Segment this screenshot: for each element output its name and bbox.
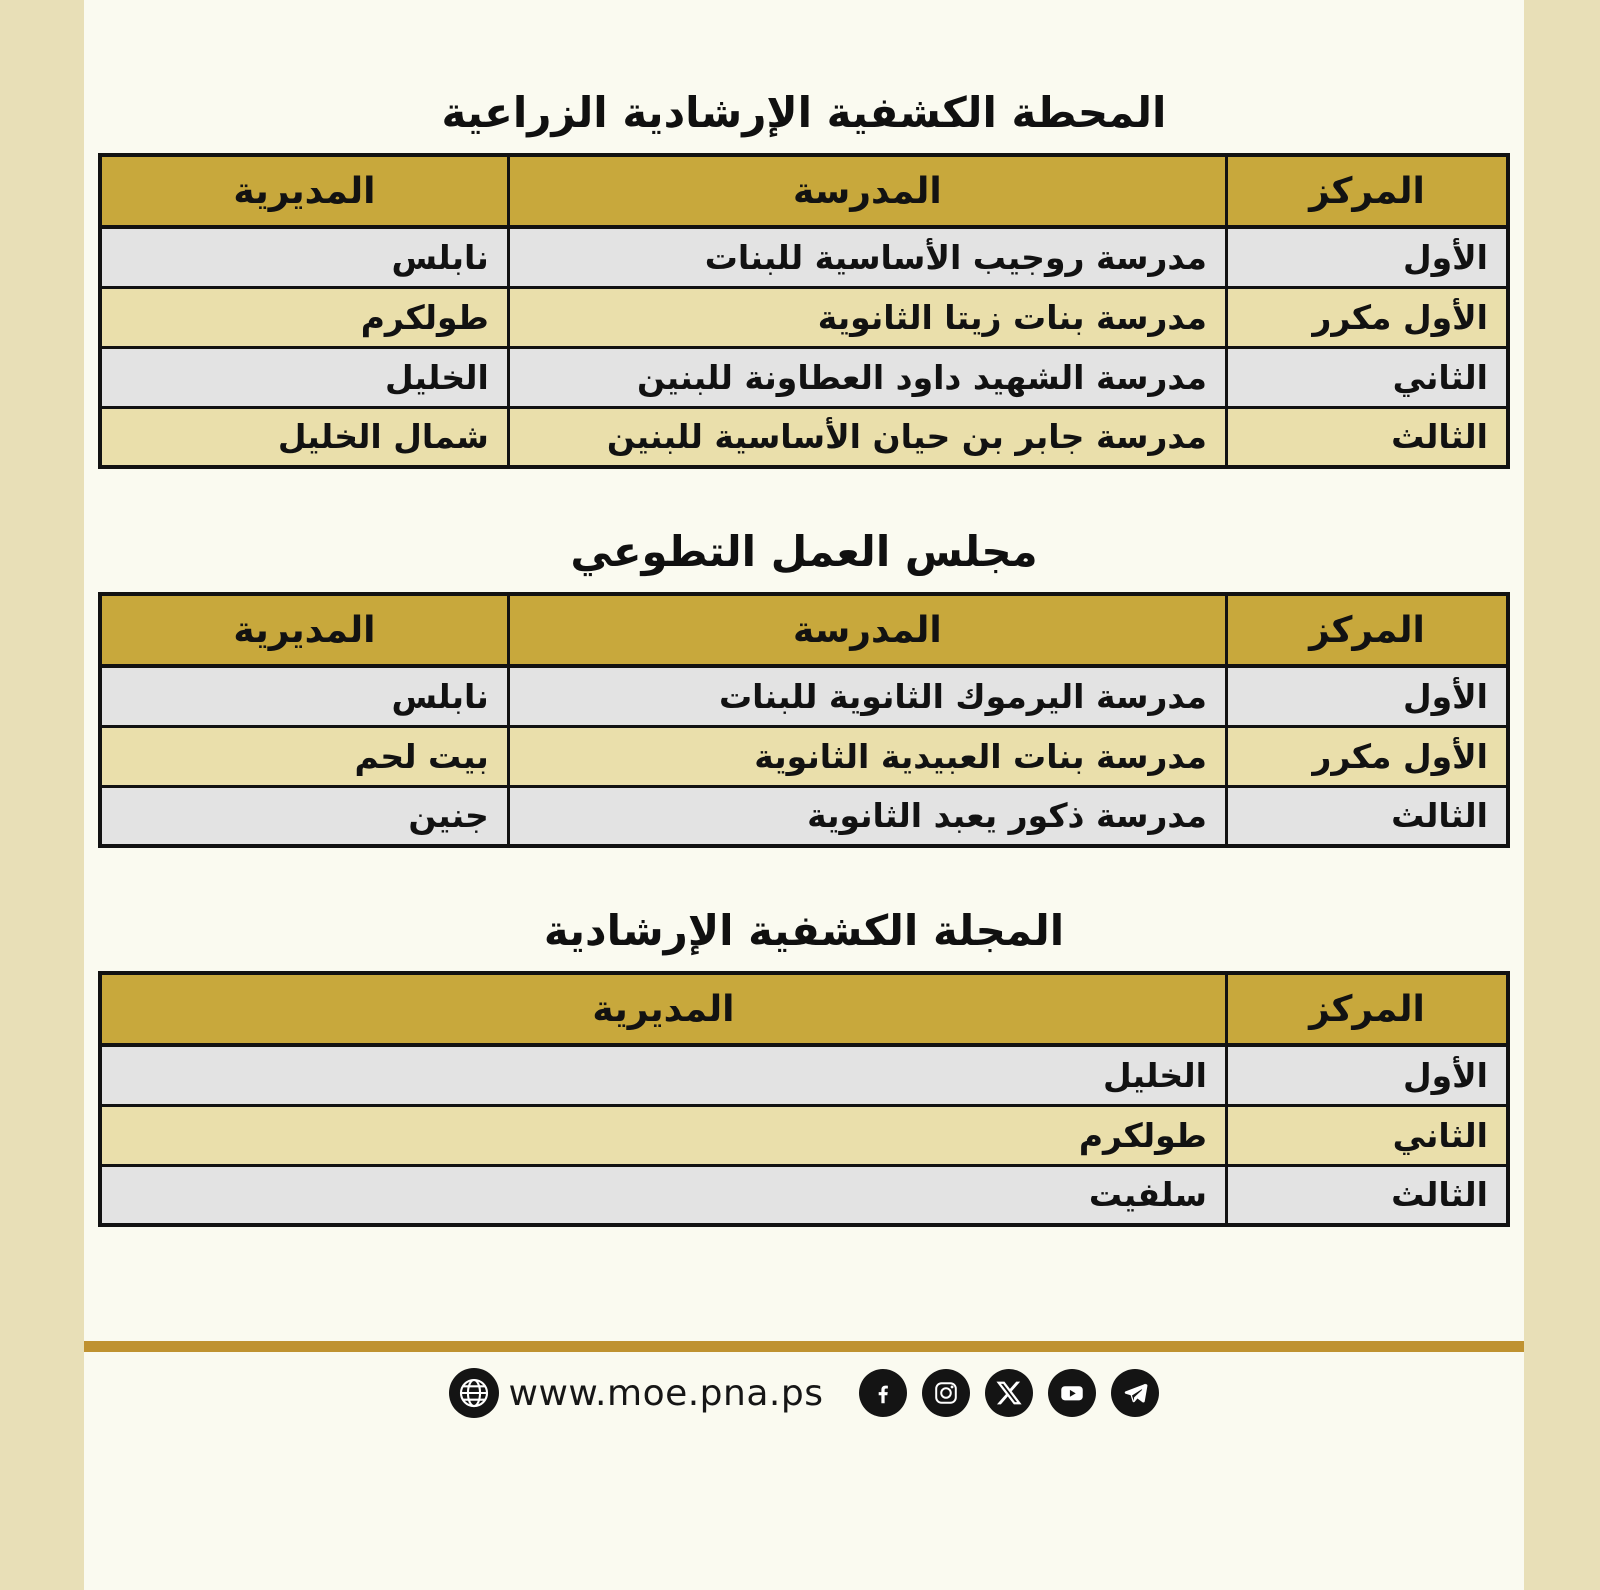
table-cell: الأول <box>1226 227 1508 287</box>
page-panel <box>84 0 1524 1590</box>
table-row <box>100 726 1508 786</box>
table-cell: مدرسة بنات العبيدية الثانوية <box>508 726 1226 786</box>
data-table <box>98 592 1510 848</box>
table-cell: جنين <box>100 786 508 846</box>
table-cell: الثاني <box>1226 1105 1508 1165</box>
table-row <box>100 1045 1508 1105</box>
page-footer <box>98 1341 1510 1418</box>
column-header: المركز <box>1226 594 1508 666</box>
youtube-icon[interactable] <box>1048 1369 1096 1417</box>
table-cell: نابلس <box>100 666 508 726</box>
table-cell: بيت لحم <box>100 726 508 786</box>
table-row <box>100 1105 1508 1165</box>
table-cell: الخليل <box>100 347 508 407</box>
table-cell: الثالث <box>1226 1165 1508 1225</box>
table-cell: طولكرم <box>100 287 508 347</box>
table-cell: الأول <box>1226 666 1508 726</box>
footer-links-row <box>98 1368 1510 1418</box>
table-section-2 <box>98 527 1510 848</box>
table-cell: الثاني <box>1226 347 1508 407</box>
table-cell: طولكرم <box>100 1105 1226 1165</box>
x-icon[interactable] <box>985 1369 1033 1417</box>
facebook-icon[interactable] <box>859 1369 907 1417</box>
column-header: المديرية <box>100 973 1226 1045</box>
column-header: المركز <box>1226 155 1508 227</box>
section-title: المجلة الكشفية الإرشادية <box>543 906 1065 955</box>
table-cell: نابلس <box>100 227 508 287</box>
table-header-row <box>100 594 1508 666</box>
table-section-3 <box>98 906 1510 1227</box>
table-cell: الأول <box>1226 1045 1508 1105</box>
data-table <box>98 971 1510 1227</box>
table-cell: مدرسة الشهيد داود العطاونة للبنين <box>508 347 1226 407</box>
table-row <box>100 347 1508 407</box>
table-cell: الخليل <box>100 1045 1226 1105</box>
table-row <box>100 786 1508 846</box>
instagram-icon[interactable] <box>922 1369 970 1417</box>
table-header-row <box>100 155 1508 227</box>
table-cell: سلفيت <box>100 1165 1226 1225</box>
table-cell: الأول مكرر <box>1226 726 1508 786</box>
column-header: المدرسة <box>508 155 1226 227</box>
tables-area <box>98 0 1510 1227</box>
table-row <box>100 666 1508 726</box>
section-title: مجلس العمل التطوعي <box>570 527 1038 576</box>
table-cell: مدرسة روجيب الأساسية للبنات <box>508 227 1226 287</box>
telegram-icon[interactable] <box>1111 1369 1159 1417</box>
table-header-row <box>100 973 1508 1045</box>
table-cell: الثالث <box>1226 786 1508 846</box>
table-cell: مدرسة ذكور يعبد الثانوية <box>508 786 1226 846</box>
section-title: المحطة الكشفية الإرشادية الزراعية <box>441 88 1167 137</box>
table-row <box>100 227 1508 287</box>
table-cell: مدرسة اليرموك الثانوية للبنات <box>508 666 1226 726</box>
social-icons-row <box>859 1369 1159 1417</box>
column-header: المدرسة <box>508 594 1226 666</box>
footer-divider-bar <box>84 1341 1524 1352</box>
globe-icon <box>449 1368 499 1418</box>
column-header: المديرية <box>100 594 508 666</box>
table-cell: مدرسة بنات زيتا الثانوية <box>508 287 1226 347</box>
website-url[interactable]: www.moe.pna.ps <box>508 1372 824 1414</box>
table-cell: الأول مكرر <box>1226 287 1508 347</box>
table-cell: شمال الخليل <box>100 407 508 467</box>
table-cell: مدرسة جابر بن حيان الأساسية للبنين <box>508 407 1226 467</box>
table-cell: الثالث <box>1226 407 1508 467</box>
table-row <box>100 407 1508 467</box>
table-row <box>100 287 1508 347</box>
column-header: المديرية <box>100 155 508 227</box>
column-header: المركز <box>1226 973 1508 1045</box>
data-table <box>98 153 1510 469</box>
table-row <box>100 1165 1508 1225</box>
website-link[interactable] <box>449 1368 824 1418</box>
table-section-1 <box>98 0 1510 469</box>
